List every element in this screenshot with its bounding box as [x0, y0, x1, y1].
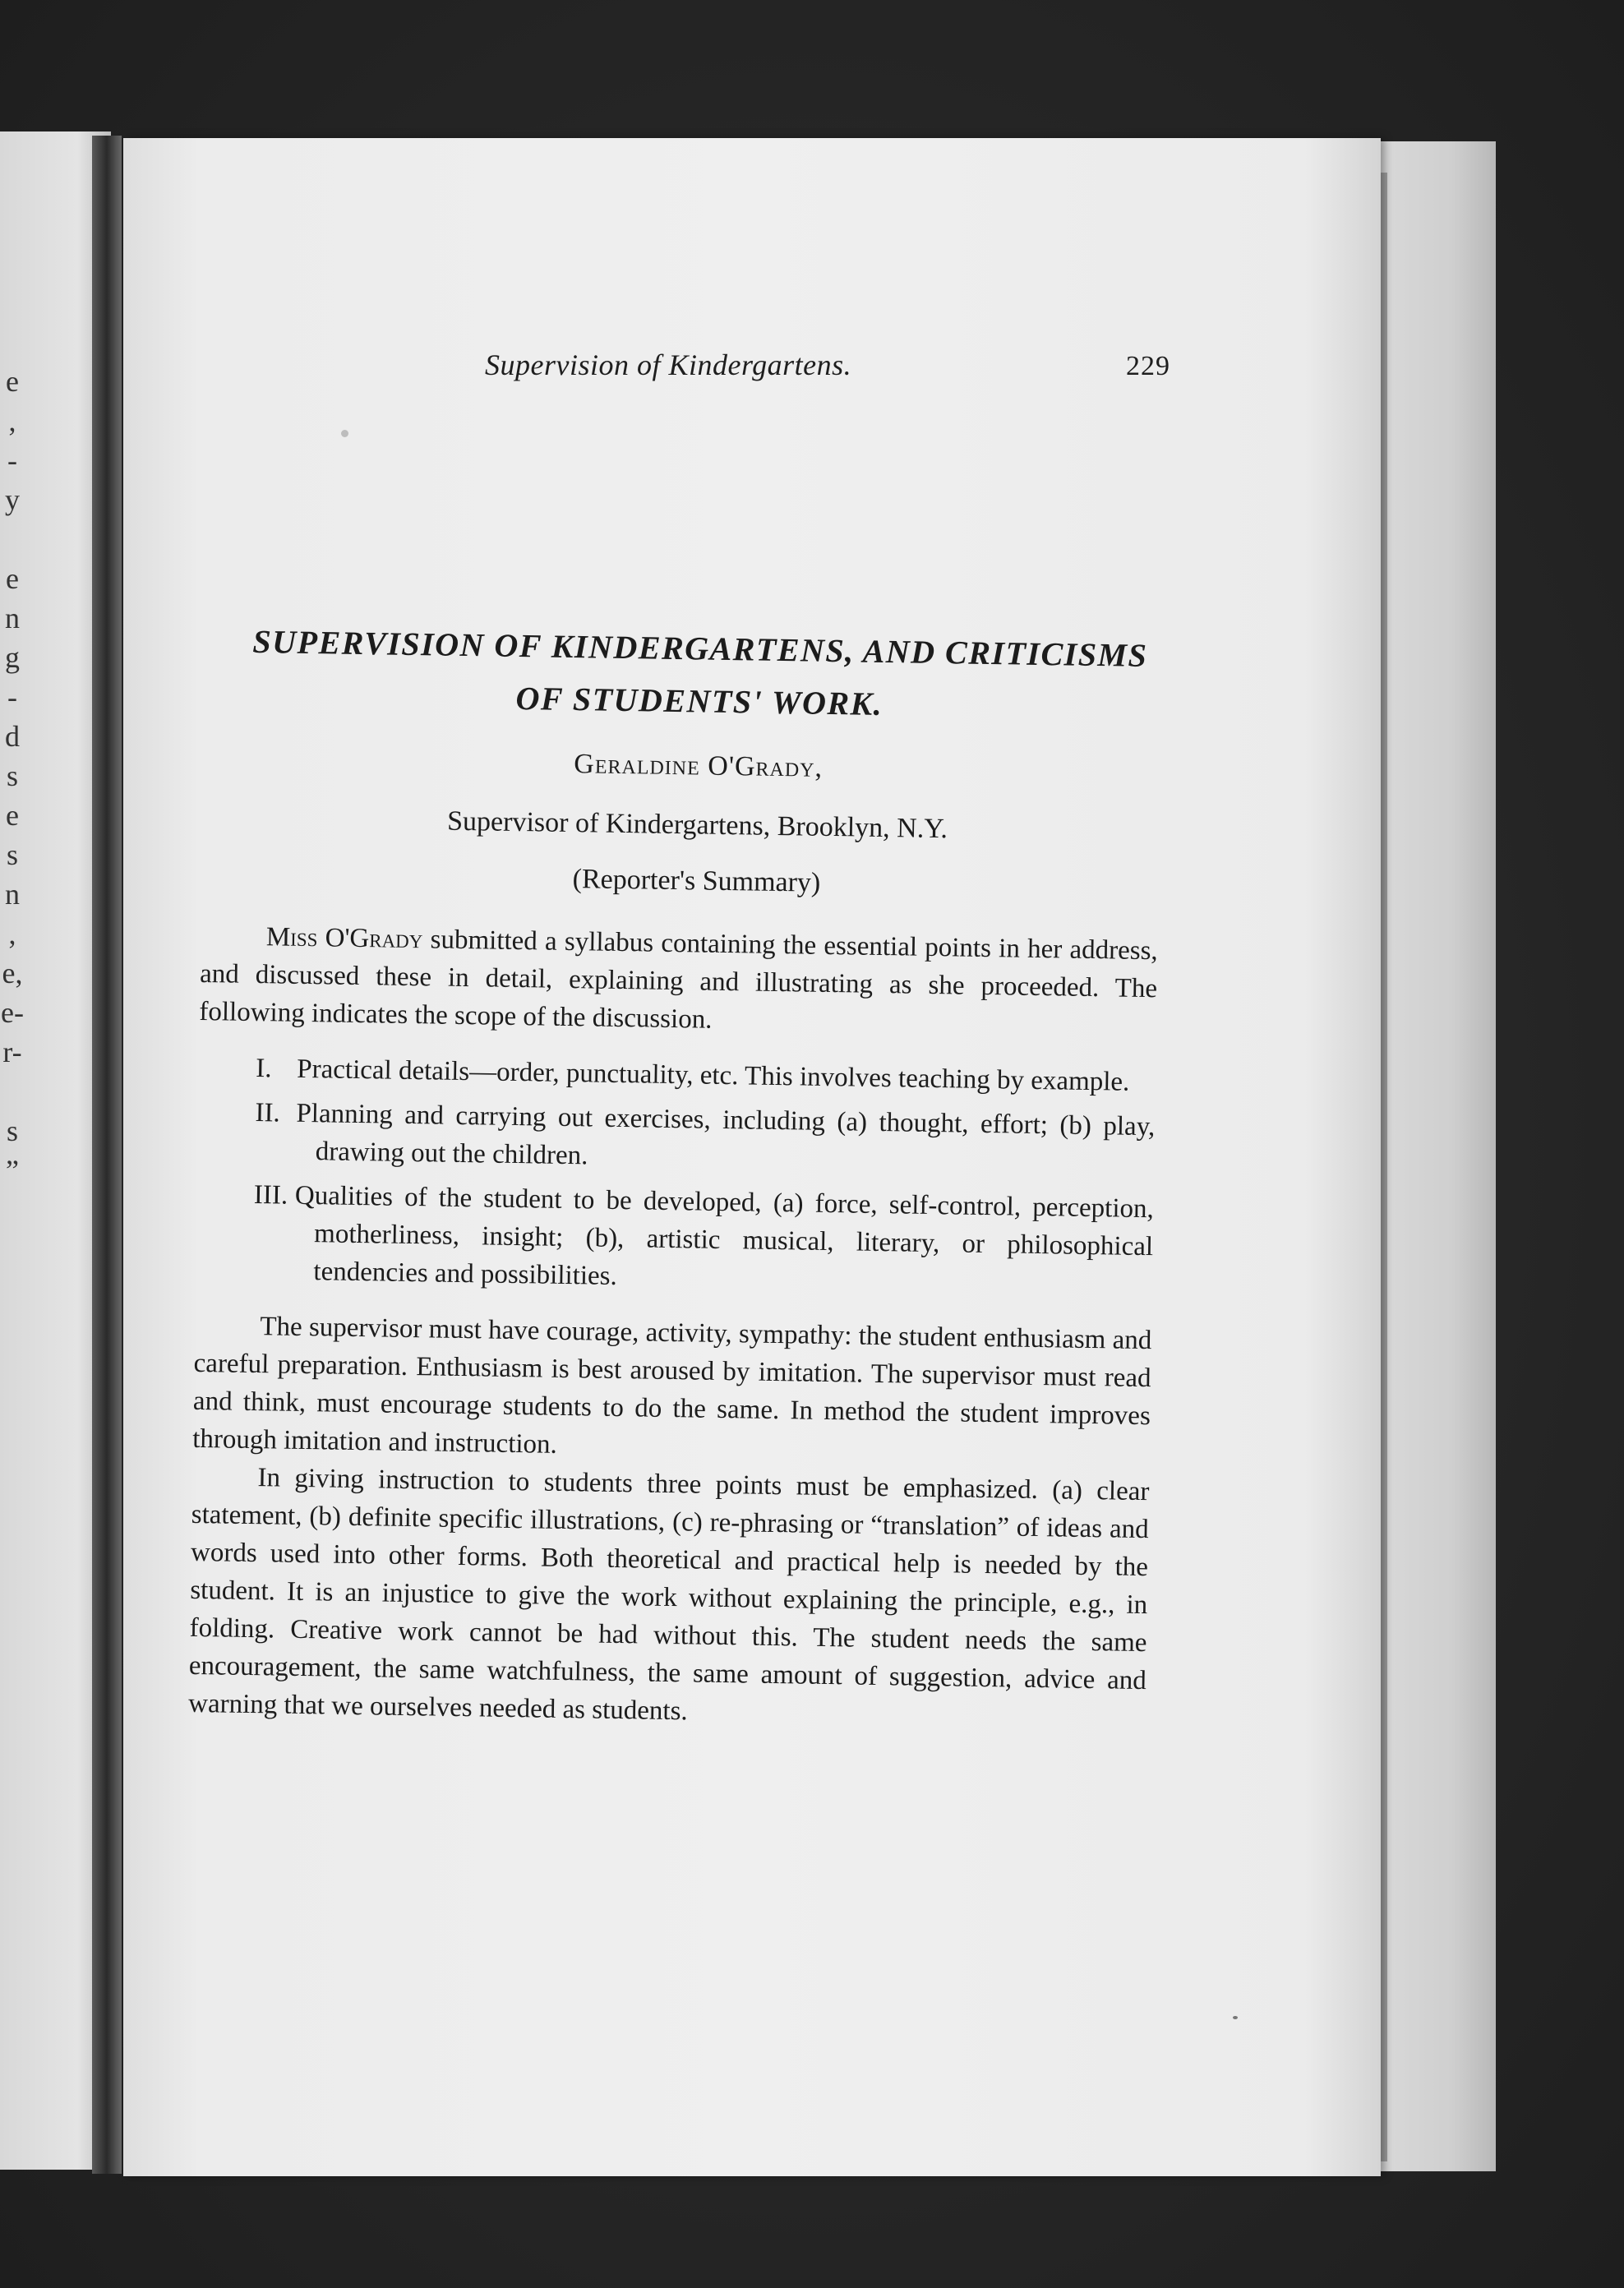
article-title-line-1: SUPERVISION OF KINDERGARTENS, AND CRITICISMS [252, 622, 1148, 675]
facing-page-fragment: e, [2, 957, 23, 989]
syllabus-list [195, 1049, 1156, 1303]
facing-page-fragment: e [6, 562, 19, 595]
facing-page-fragment: g [5, 641, 20, 674]
facing-page-fragment: n [5, 878, 20, 911]
summary-note: (Reporter's Summary) [572, 864, 821, 898]
paper-speck [1233, 2016, 1238, 2019]
paper-speck [341, 430, 348, 437]
page-number: 229 [1126, 351, 1170, 381]
syllabus-item-text: Planning and carrying out exercises, including (a) thought, effort; (b) play, drawing out the children. [296, 1098, 1156, 1171]
facing-page-fragment: ” [6, 1154, 19, 1187]
article-title-line-2: OF STUDENTS' WORK. [515, 679, 884, 722]
syllabus-item-text: Practical details—order, punctuality, etc. This involves teaching by example. [297, 1054, 1130, 1097]
facing-page-fragment: d [5, 720, 20, 753]
facing-page-fragment: e- [1, 996, 24, 1029]
facing-page-fragment: s [6, 759, 18, 792]
syllabus-item [196, 1093, 1155, 1183]
article-body [188, 615, 1163, 1737]
syllabus-item-number: II. [255, 1098, 281, 1128]
facing-page-fragment: s [6, 838, 18, 871]
supervisor-paragraph: The supervisor must have courage, activity, sympathy: the student enthusiasm and careful preparation. Enthusiasm is best aroused by imitation. The supervisor must read and think, must encourage students to do the same. In method the student improves through imitation and instruction. [191, 1312, 1152, 1460]
facing-page-fragment: e [6, 799, 19, 832]
running-title: Supervision of Kindergartens. [485, 348, 852, 381]
intro-paragraph [199, 917, 1158, 1045]
book-gutter [92, 136, 122, 2174]
facing-page-fragment: , [8, 404, 16, 437]
instruction-paragraph: In giving instruction to students three points must be emphasized. (a) clear statement, (b) definite specific illustrations, (c) re-phrasing or “translation” of ideas and words used into other forms. Both theoretical and practical help is needed by the student. It is an injustice to give the work without explaining the principle, e.g., in folding. Creative work cannot be had without this. The student needs the same encouragement, the same watchfulness, the same amount of suggestion, advice and warning that we ourselves needed as students. [187, 1463, 1150, 1727]
facing-page-fragment: r- [2, 1036, 22, 1068]
facing-page-fragment: - [7, 680, 17, 713]
facing-page-text-fragments [0, 362, 25, 1190]
author-affiliation: Supervisor of Kindergartens, Brooklyn, N.Y. [446, 805, 948, 845]
facing-page-fragment: y [5, 483, 20, 516]
facing-page-fragment: - [7, 444, 17, 477]
author-name: Geraldine O'Grady, [574, 749, 824, 783]
article-title [204, 615, 1163, 735]
facing-page-fragment: , [8, 917, 16, 950]
intro-text: submitted a syllabus containing the essential points in her address, and discussed these in detail, explaining and illustrating as she proceeded. The following indicates the scope of the discussion. [199, 925, 1158, 1035]
intro-speaker-name: Miss O'Grady [265, 922, 423, 955]
facing-page-fragment: n [5, 602, 20, 634]
syllabus-item-number: III. [253, 1180, 288, 1211]
page-stack-shadow [1381, 173, 1387, 2161]
syllabus-item-number: I. [256, 1054, 272, 1084]
syllabus-item [195, 1175, 1154, 1303]
facing-page-fragment [0, 1072, 25, 1111]
facing-page-fragment [0, 519, 25, 559]
book-page [123, 138, 1381, 2176]
syllabus-item-text: Qualities of the student to be developed, (a) force, self-control, perception, motherliness, insight; (b), artistic musical, literary, or philosophical tendencies and possibilities. [294, 1180, 1155, 1291]
facing-page-fragment: s [6, 1114, 18, 1147]
syllabus-item [198, 1049, 1156, 1101]
facing-page-fragment: e [6, 365, 19, 398]
